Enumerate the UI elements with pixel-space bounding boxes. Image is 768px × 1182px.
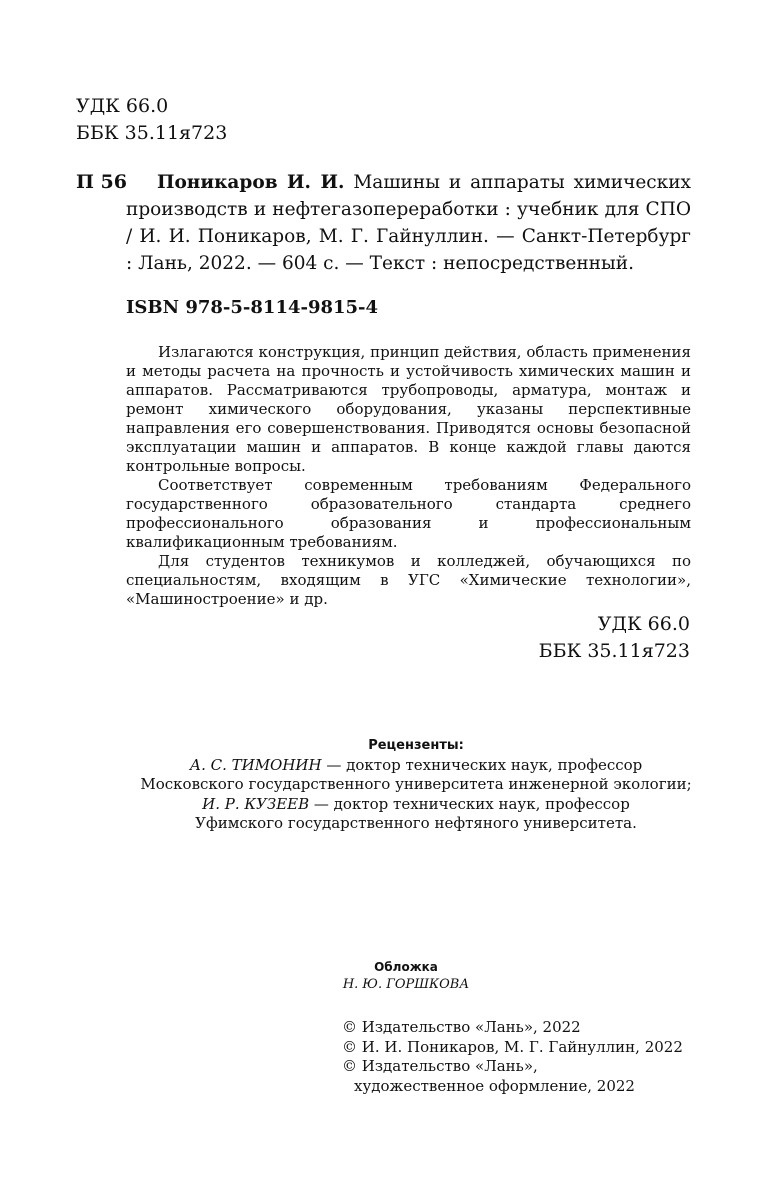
annotation-paragraph: Соответствует современным требованиям Федерального государственного образовательного стандарта среднего профессионального образования и профессиональным квалификационным требованиям. <box>126 476 691 551</box>
reviewer-org: Московского государственного университета инженерной экологии; <box>140 775 692 793</box>
copyright-line: © И. И. Поникаров, М. Г. Гайнуллин, 2022 <box>342 1037 683 1056</box>
reviewer-line <box>76 795 756 815</box>
classification-codes-top <box>76 93 227 147</box>
cover-designer: Н. Ю. ГОРШКОВА <box>342 977 470 992</box>
copyright-line: © Издательство «Лань», 2022 <box>342 1018 581 1036</box>
bibliographic-entry <box>126 169 691 277</box>
reviewer-line <box>76 756 756 776</box>
isbn: ISBN 978-5-8114-9815-4 <box>126 297 379 318</box>
annotation <box>126 343 691 609</box>
udk-code: УДК 66.0 <box>597 613 690 635</box>
classification-codes-right <box>539 611 690 665</box>
copyright-block <box>342 1018 683 1096</box>
annotation-paragraph: Излагаются конструкция, принцип действия, область применения и методы расчета на прочность и устойчивость химических машин и аппаратов. Рассматриваются трубопроводы, арматура, монтаж и ремонт химического оборудования, указаны перспективные направления его совершенствования. Приводятся основы безопасной эксплуатации машин и аппаратов. В конце каждой главы даются контрольные вопросы. <box>126 343 691 475</box>
reviewers-title: Рецензенты: <box>368 738 464 753</box>
reviewer-name: А. С. ТИМОНИН <box>189 755 322 774</box>
reviewers-block <box>76 736 756 834</box>
entry-description: Машины и аппараты химических производств и нефтегазопереработки : учебник для СПО / И. И. Поникаров, М. Г. Гайнуллин. — Санкт-Петербург : Лань, 2022. — 604 с. — Текст : непосредственный. <box>126 172 691 274</box>
copyright-line: художественное оформление, 2022 <box>354 1076 635 1095</box>
reviewer-name: И. Р. КУЗЕЕВ <box>202 794 310 813</box>
bbk-code: ББК 35.11я723 <box>538 640 690 662</box>
reviewer-role: — доктор технических наук, профессор <box>309 794 630 813</box>
bbk-code: ББК 35.11я723 <box>76 122 228 144</box>
copyright-line: © Издательство «Лань», <box>342 1057 538 1075</box>
entry-author: Поникаров И. И. <box>157 172 345 193</box>
reviewer-role: — доктор технических наук, профессор <box>321 755 643 774</box>
annotation-paragraph: Для студентов техникумов и колледжей, обучающихся по специальностям, входящим в УГС «Химические технологии», «Машиностроение» и др. <box>126 552 691 608</box>
author-mark: П 56 <box>76 171 127 193</box>
udk-code: УДК 66.0 <box>76 95 169 117</box>
reviewer-org: Уфимского государственного нефтяного университета. <box>195 814 637 832</box>
cover-credit <box>331 958 481 994</box>
cover-title: Обложка <box>374 960 438 974</box>
